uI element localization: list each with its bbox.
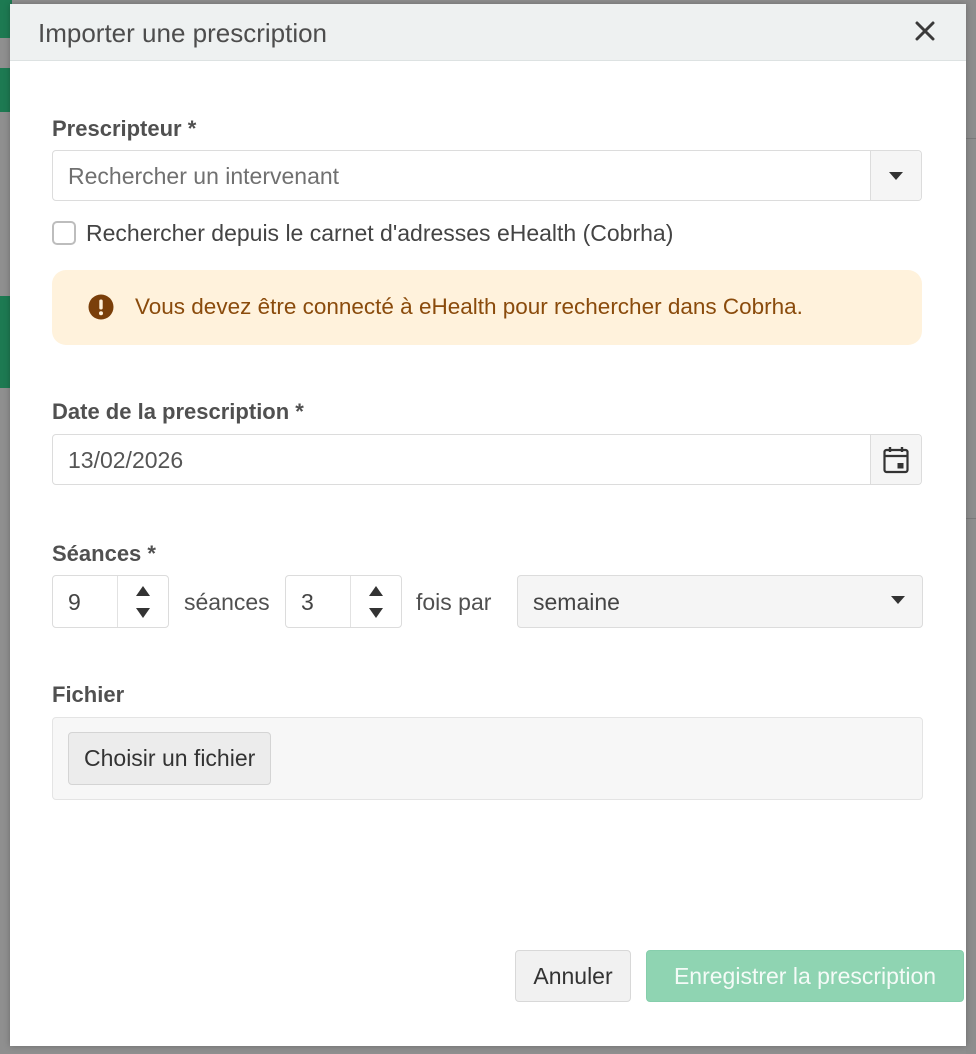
session-count-suffix: séances: [184, 589, 270, 615]
date-value[interactable]: 13/02/2026: [68, 447, 184, 473]
cobrha-checkbox-label[interactable]: Rechercher depuis le carnet d'adresses eHealth (Cobrha): [86, 219, 674, 246]
ehealth-warning-text: Vous devez être connecté à eHealth pour rechercher dans Cobrha.: [135, 294, 803, 319]
cancel-button[interactable]: Annuler: [515, 950, 631, 1002]
ehealth-warning-alert: [52, 270, 922, 345]
caret-down-icon: [890, 595, 906, 605]
close-button[interactable]: [910, 16, 940, 46]
date-label: Date de la prescription *: [52, 399, 304, 424]
session-frequency-stepper[interactable]: [285, 575, 402, 628]
close-icon: [915, 21, 935, 41]
prescriber-search-select[interactable]: [52, 150, 922, 201]
dialog-header: [10, 4, 966, 61]
prescriber-label: Prescripteur *: [52, 116, 197, 141]
background-divider: [966, 518, 976, 519]
date-picker-button[interactable]: [870, 435, 921, 484]
session-frequency-value[interactable]: 3: [301, 589, 314, 615]
date-field[interactable]: [52, 434, 922, 485]
session-frequency-arrows: [350, 576, 401, 627]
exclamation-circle-icon: [88, 294, 114, 320]
decrement-arrow-icon[interactable]: [135, 607, 151, 619]
import-prescription-dialog: [10, 4, 966, 1046]
caret-down-icon: [888, 171, 904, 181]
save-prescription-button[interactable]: Enregistrer la prescription: [646, 950, 964, 1002]
cobrha-checkbox[interactable]: [52, 221, 76, 245]
decrement-arrow-icon[interactable]: [368, 607, 384, 619]
dialog-title: Importer une prescription: [38, 18, 328, 48]
prescriber-search-placeholder: Rechercher un intervenant: [68, 163, 340, 189]
background-divider: [966, 138, 976, 139]
calendar-icon: [883, 446, 909, 474]
background-panel: [966, 0, 976, 1054]
increment-arrow-icon[interactable]: [135, 585, 151, 597]
increment-arrow-icon[interactable]: [368, 585, 384, 597]
choose-file-button[interactable]: Choisir un fichier: [68, 732, 271, 785]
cobrha-checkbox-row[interactable]: [52, 218, 673, 248]
prescriber-dropdown-toggle[interactable]: [870, 151, 921, 200]
file-label: Fichier: [52, 682, 125, 707]
session-period-select[interactable]: [517, 575, 923, 628]
session-count-arrows: [117, 576, 168, 627]
file-upload-area: [52, 717, 923, 800]
session-period-value[interactable]: semaine: [533, 589, 620, 615]
session-frequency-suffix: fois par: [416, 589, 492, 615]
sessions-label: Séances *: [52, 541, 156, 566]
session-count-value[interactable]: 9: [68, 589, 81, 615]
session-count-stepper[interactable]: [52, 575, 169, 628]
